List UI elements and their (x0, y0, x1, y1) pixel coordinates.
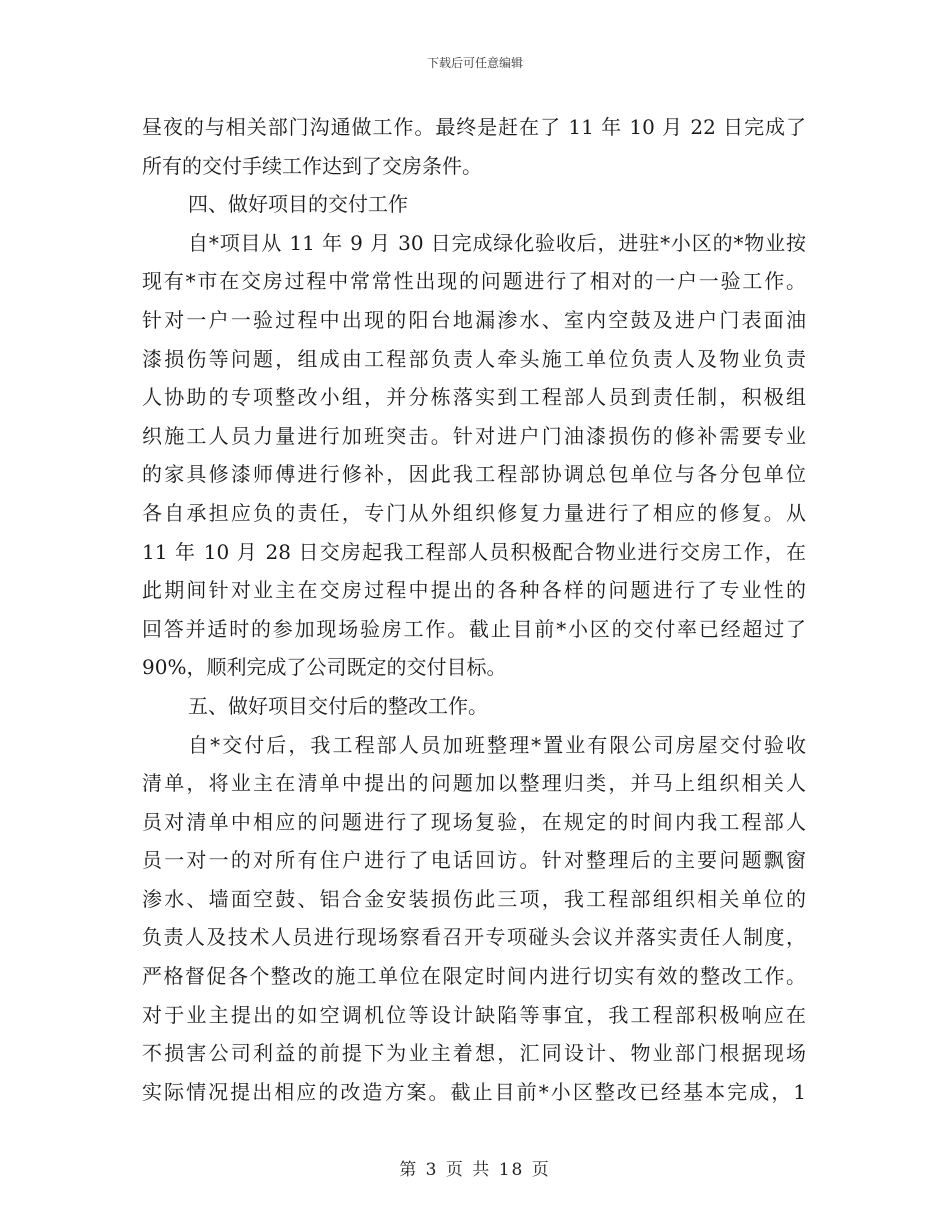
text-line: 员对清单中相应的问题进行了现场复验，在规定的时间内我工程部人 (142, 809, 806, 834)
text-line: 所有的交付手续工作达到了交房条件。 (142, 153, 482, 178)
page-footer: 第 3 页 共 18 页 (399, 1160, 551, 1180)
text-line: 11 年 10 月 28 日交房起我工程部人员积极配合物业进行交房工作，在 (142, 539, 806, 564)
page-header: 下载后可任意编辑 (426, 56, 523, 70)
text-line: 90%，顺利完成了公司既定的交付目标。 (142, 655, 507, 680)
text-line: 员一对一的对所有住户进行了电话回访。针对整理后的主要问题飘窗 (142, 848, 806, 873)
text-line: 清单，将业主在清单中提出的问题加以整理归类，并马上组织相关人 (142, 771, 806, 796)
document-body (142, 108, 806, 1111)
text-line: 自*项目从 11 年 9 月 30 日完成绿化验收后，进驻*小区的*物业按 (188, 230, 806, 255)
text-line: 此期间针对业主在交房过程中提出的各种各样的问题进行了专业性的 (142, 578, 806, 603)
text-line: 实际情况提出相应的改造方案。截止目前*小区整改已经基本完成，1 (142, 1079, 806, 1104)
text-line: 对于业主提出的如空调机位等设计缺陷等事宜，我工程部积极响应在 (142, 1002, 806, 1027)
text-line: 人协助的专项整改小组，并分栋落实到工程部人员到责任制，积极组 (142, 385, 806, 410)
text-line: 自*交付后，我工程部人员加班整理*置业有限公司房屋交付验收 (188, 732, 806, 757)
text-line: 织施工人员力量进行加班突击。针对进户门油漆损伤的修补需要专业 (142, 423, 806, 448)
text-line: 四、做好项目的交付工作 (188, 192, 408, 217)
text-line: 严格督促各个整改的施工单位在限定时间内进行切实有效的整改工作。 (142, 964, 806, 989)
text-line: 不损害公司利益的前提下为业主着想，汇同设计、物业部门根据现场 (142, 1041, 806, 1066)
text-line: 漆损伤等问题，组成由工程部负责人牵头施工单位负责人及物业负责 (142, 346, 806, 371)
text-line: 的家具修漆师傅进行修补，因此我工程部协调总包单位与各分包单位 (142, 462, 806, 487)
text-line: 昼夜的与相关部门沟通做工作。最终是赶在了 11 年 10 月 22 日完成了 (142, 115, 806, 139)
text-line: 现有*市在交房过程中常常性出现的问题进行了相对的一户一验工作。 (142, 269, 806, 294)
text-line: 五、做好项目交付后的整改工作。 (188, 693, 488, 718)
text-line: 回答并适时的参加现场验房工作。截止目前*小区的交付率已经超过了 (142, 616, 806, 641)
text-line: 各自承担应负的责任，专门从外组织修复力量进行了相应的修复。从 (142, 500, 806, 525)
text-line: 渗水、墙面空鼓、铝合金安装损伤此三项，我工程部组织相关单位的 (142, 886, 806, 911)
text-line: 负责人及技术人员进行现场察看召开专项碰头会议并落实责任人制度， (142, 925, 806, 950)
text-line: 针对一户一验过程中出现的阳台地漏渗水、室内空鼓及进户门表面油 (142, 307, 806, 332)
